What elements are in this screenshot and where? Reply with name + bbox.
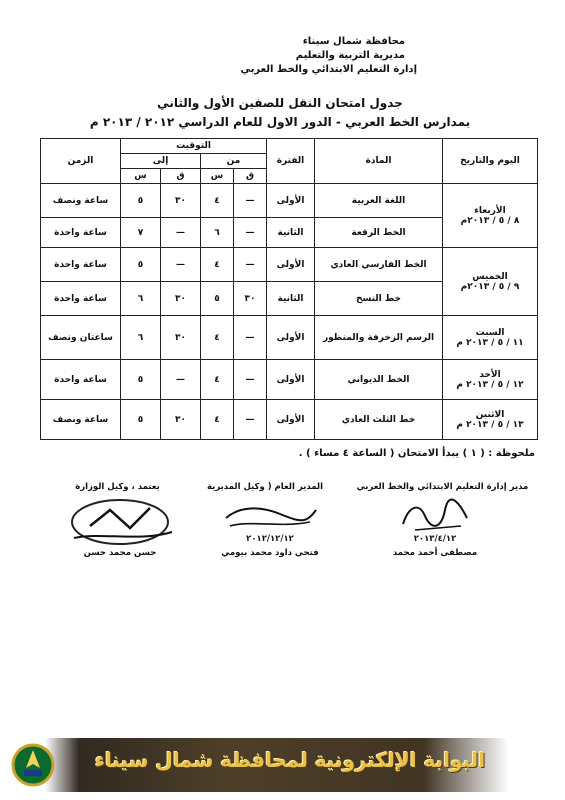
header-to: إلى bbox=[121, 154, 201, 169]
to-q-cell: ٣٠ bbox=[161, 400, 201, 440]
header-to-s: س bbox=[121, 169, 161, 184]
to-q-cell: — bbox=[161, 360, 201, 400]
to-s-cell: ٦ bbox=[121, 282, 161, 316]
day-name: الاثنين bbox=[475, 409, 505, 420]
duration-cell: ساعة واحدة bbox=[41, 360, 121, 400]
to-s-cell: ٥ bbox=[121, 248, 161, 282]
exam-note: ملحوظة : ( ١ ) يبدأ الامتحان ( الساعة ٤ مساء ) . bbox=[298, 448, 535, 459]
day-cell bbox=[443, 184, 538, 248]
to-q-cell: — bbox=[161, 248, 201, 282]
table-row bbox=[41, 400, 538, 440]
header-from: من bbox=[201, 154, 267, 169]
header-day-date: اليوم والتاريخ bbox=[443, 139, 538, 184]
signature-scribble-2 bbox=[220, 500, 320, 536]
from-q-cell: — bbox=[234, 316, 267, 360]
subject-cell: الخط الرقعة bbox=[315, 218, 443, 248]
to-s-cell: ٦ bbox=[121, 316, 161, 360]
duration-cell: ساعة واحدة bbox=[41, 282, 121, 316]
duration-cell: ساعة ونصف bbox=[41, 184, 121, 218]
day-cell bbox=[443, 316, 538, 360]
duration-cell: ساعة واحدة bbox=[41, 218, 121, 248]
to-s-cell: ٥ bbox=[121, 184, 161, 218]
duration-cell: ساعة واحدة bbox=[41, 248, 121, 282]
from-q-cell: — bbox=[234, 360, 267, 400]
day-name: الأربعاء bbox=[474, 205, 506, 216]
official-stamp bbox=[60, 492, 180, 552]
subject-cell: الخط الفارسي العادي bbox=[315, 248, 443, 282]
to-q-cell: ٣٠ bbox=[161, 316, 201, 360]
signature-scribble-1 bbox=[395, 496, 475, 536]
from-s-cell: ٤ bbox=[201, 400, 234, 440]
from-s-cell: ٥ bbox=[201, 282, 234, 316]
to-s-cell: ٥ bbox=[121, 400, 161, 440]
signature-date-2: ٢٠١٢/١٢/١٢ bbox=[246, 534, 294, 544]
to-q-cell: ٣٠ bbox=[161, 282, 201, 316]
duration-cell: ساعة ونصف bbox=[41, 400, 121, 440]
period-cell: الأولى bbox=[267, 400, 315, 440]
to-s-cell: ٧ bbox=[121, 218, 161, 248]
day-cell bbox=[443, 400, 538, 440]
governorate-label: محافظة شمال سيناء bbox=[302, 36, 405, 47]
from-s-cell: ٤ bbox=[201, 360, 234, 400]
governorate-logo-icon bbox=[10, 742, 56, 788]
table-row bbox=[41, 248, 538, 282]
document-subtitle: بمدارس الخط العربي - الدور الاول للعام الدراسي ٢٠١٢ / ٢٠١٣ م bbox=[89, 115, 471, 129]
period-cell: الثانية bbox=[267, 282, 315, 316]
header-from-s: س bbox=[201, 169, 234, 184]
subject-cell: الخط الديواني bbox=[315, 360, 443, 400]
signature-name-2: فتحي داود محمد بيومي bbox=[221, 548, 319, 558]
from-q-cell: — bbox=[234, 218, 267, 248]
signature-title-1: مدير إدارة التعليم الابتدائي والخط العربي bbox=[356, 482, 529, 492]
day-name: الأحد bbox=[479, 369, 501, 380]
header-period: الفترة bbox=[267, 139, 315, 184]
period-cell: الثانية bbox=[267, 218, 315, 248]
subject-cell: خط الثلث العادي bbox=[315, 400, 443, 440]
exam-schedule-table bbox=[40, 138, 538, 440]
to-q-cell: ٣٠ bbox=[161, 184, 201, 218]
to-q-cell: — bbox=[161, 218, 201, 248]
period-cell: الأولى bbox=[267, 184, 315, 218]
table-row bbox=[41, 360, 538, 400]
signature-title-3: يعتمد ، وكيل الوزارة bbox=[75, 482, 160, 492]
day-date: ١٣ / ٥ / ٢٠١٣ م bbox=[456, 419, 524, 430]
signature-name-1: مصطفى أحمد محمد bbox=[392, 548, 478, 558]
period-cell: الأولى bbox=[267, 360, 315, 400]
signature-name-3: حسن محمد حسن bbox=[83, 548, 157, 558]
day-cell bbox=[443, 248, 538, 316]
from-q-cell: — bbox=[234, 248, 267, 282]
day-date: ٨ / ٥ / ٢٠١٣م bbox=[460, 215, 520, 226]
period-cell: الأولى bbox=[267, 316, 315, 360]
day-date: ٩ / ٥ / ٢٠١٣م bbox=[460, 281, 520, 292]
administration-label: إدارة التعليم الابتدائي والخط العربي bbox=[240, 64, 417, 75]
subject-cell: اللغة العربية bbox=[315, 184, 443, 218]
table-row bbox=[41, 184, 538, 218]
header-from-q: ق bbox=[234, 169, 267, 184]
day-name: السبت bbox=[475, 327, 505, 338]
header-duration: الزمن bbox=[41, 139, 121, 184]
subject-cell: خط النسخ bbox=[315, 282, 443, 316]
duration-cell: ساعتان ونصف bbox=[41, 316, 121, 360]
header-subject: المادة bbox=[315, 139, 443, 184]
table-row bbox=[41, 316, 538, 360]
from-s-cell: ٤ bbox=[201, 248, 234, 282]
from-s-cell: ٤ bbox=[201, 184, 234, 218]
header-timing: التوقيت bbox=[121, 139, 267, 154]
from-q-cell: — bbox=[234, 400, 267, 440]
from-s-cell: ٦ bbox=[201, 218, 234, 248]
day-date: ١١ / ٥ / ٢٠١٣ م bbox=[456, 337, 524, 348]
from-s-cell: ٤ bbox=[201, 316, 234, 360]
day-date: ١٢ / ٥ / ٢٠١٣ م bbox=[456, 379, 524, 390]
from-q-cell: ٣٠ bbox=[234, 282, 267, 316]
document-title: جدول امتحان النقل للصفين الأول والثاني bbox=[157, 96, 403, 110]
period-cell: الأولى bbox=[267, 248, 315, 282]
subject-cell: الرسم الزخرفة والمنظور bbox=[315, 316, 443, 360]
to-s-cell: ٥ bbox=[121, 360, 161, 400]
signature-title-2: المدير العام ( وكيل المديرية bbox=[206, 482, 324, 492]
signature-date-1: ٢٠١٣/٤/١٢ bbox=[413, 534, 457, 544]
from-q-cell: — bbox=[234, 184, 267, 218]
day-name: الخميس bbox=[472, 271, 508, 282]
portal-banner-text: البوابة الإلكترونية لمحافظة شمال سيناء bbox=[94, 748, 486, 772]
header-to-q: ق bbox=[161, 169, 201, 184]
day-cell bbox=[443, 360, 538, 400]
directorate-label: مديرية التربية والتعليم bbox=[295, 50, 405, 61]
